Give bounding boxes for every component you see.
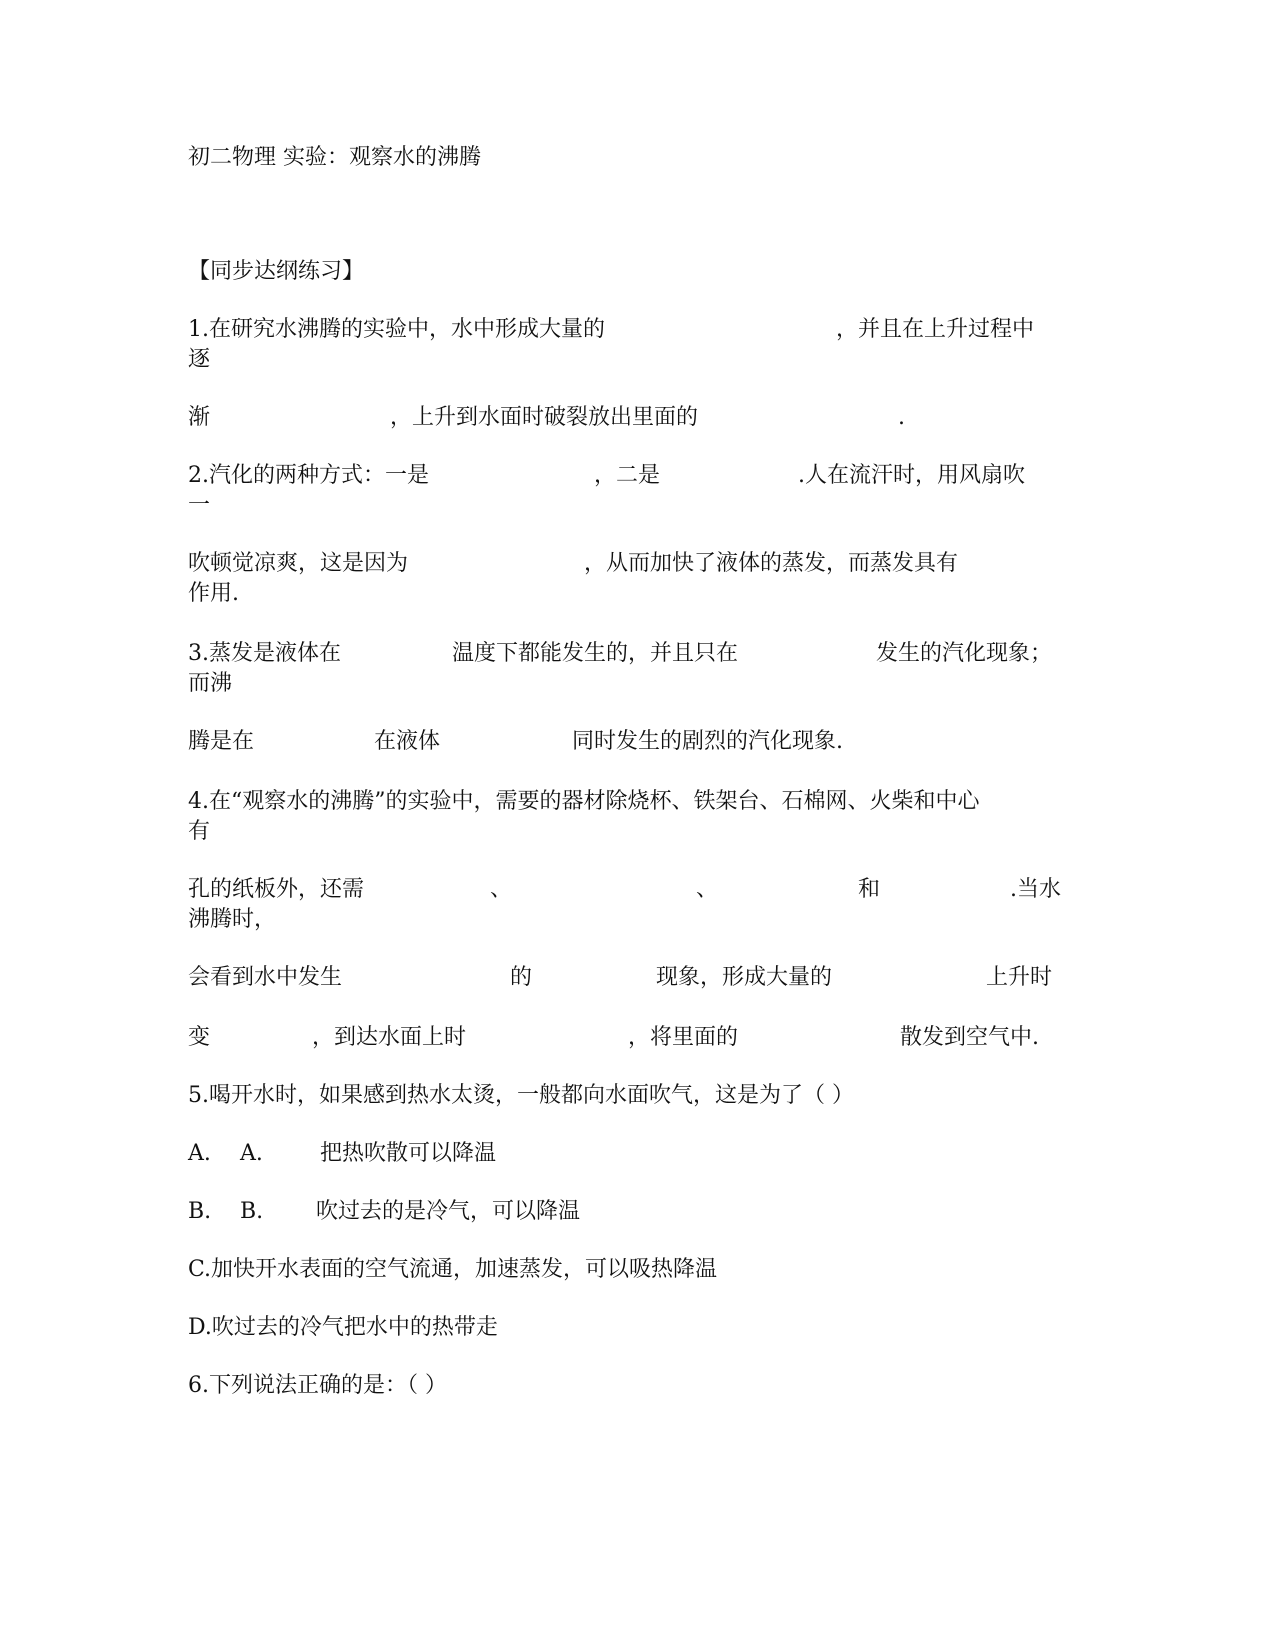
q4-text-i: 会看到水中发生 [188, 965, 343, 990]
q4-text-b: 有 [188, 819, 211, 844]
q2-text-c: .人在流汗时，用风扇吹 [798, 463, 1025, 488]
q3-text-b: 温度下都能发生的，并且只在 [452, 641, 739, 666]
q2-text-f: ，从而加快了液体的蒸发，而蒸发具有 [584, 551, 959, 576]
q4-text-g: .当水 [1010, 877, 1061, 902]
q4-text-c: 孔的纸板外，还需 [188, 877, 365, 902]
q6-stem-text: 6.下列说法正确的是：（ ） [188, 1373, 447, 1398]
q2-text-d: 一 [188, 493, 211, 518]
q5-option-a-mark: A. [188, 1141, 211, 1166]
title-text: 初二物理 实验：观察水的沸腾 [188, 145, 481, 170]
q5-option-d-text: D.吹过去的冷气把水中的热带走 [188, 1315, 498, 1340]
q4-text-m: 变 [188, 1025, 211, 1050]
q3-text-c: 发生的汽化现象； [876, 641, 1053, 666]
q4-text-j: 的 [510, 965, 533, 990]
q5-option-c-text: C.加快开水表面的空气流通，加速蒸发，可以吸热降温 [188, 1257, 718, 1282]
q1-text-f: . [898, 405, 905, 430]
q1-text-c: 逐 [188, 347, 211, 372]
q4-text-p: 散发到空气中. [900, 1025, 1039, 1050]
q1-text-b: ，并且在上升过程中 [836, 317, 1035, 342]
q5-option-b-mark: B. [188, 1199, 212, 1224]
section-heading-text: 【同步达纲练习】 [188, 259, 365, 284]
q3-text-a: 3.蒸发是液体在 [188, 641, 341, 666]
q1-text-a: 1.在研究水沸腾的实验中，水中形成大量的 [188, 317, 605, 342]
q4-text-n: ，到达水面上时 [312, 1025, 467, 1050]
q3-text-d: 而沸 [188, 671, 233, 696]
q4-text-a: 4.在“观察水的沸腾”的实验中，需要的器材除烧杯、铁架台、石棉网、火柴和中心 [188, 789, 980, 814]
q5-stem-text: 5.喝开水时，如果感到热水太烫，一般都向水面吹气，这是为了（ ） [188, 1083, 854, 1108]
q3-text-f: 在液体 [374, 729, 441, 754]
q3-text-e: 腾是在 [188, 729, 255, 754]
q4-text-f: 和 [858, 877, 881, 902]
q5-option-a-mark-2: A. [240, 1141, 263, 1166]
section-heading [188, 256, 364, 288]
q5-option-b-mark-2: B. [240, 1199, 264, 1224]
q1-text-e: ，上升到水面时破裂放出里面的 [390, 405, 699, 430]
q4-text-o: ，将里面的 [628, 1025, 739, 1050]
q3-text-g: 同时发生的剧烈的汽化现象. [572, 729, 843, 754]
q2-text-e: 吹顿觉凉爽，这是因为 [188, 551, 409, 576]
q4-text-d: 、 [490, 877, 513, 902]
q2-text-a: 2.汽化的两种方式：一是 [188, 463, 429, 488]
q2-text-g: 作用. [188, 581, 239, 606]
document-title [188, 142, 481, 174]
q2-text-b: ，二是 [594, 463, 661, 488]
q1-text-d: 渐 [188, 405, 211, 430]
q4-text-h: 沸腾时， [188, 907, 277, 932]
q4-text-e: 、 [696, 877, 719, 902]
q4-text-k: 现象，形成大量的 [656, 965, 833, 990]
q5-option-a-text: 把热吹散可以降温 [320, 1141, 497, 1166]
q4-text-l: 上升时 [986, 965, 1053, 990]
q5-option-b-text: 吹过去的是冷气，可以降温 [316, 1199, 581, 1224]
